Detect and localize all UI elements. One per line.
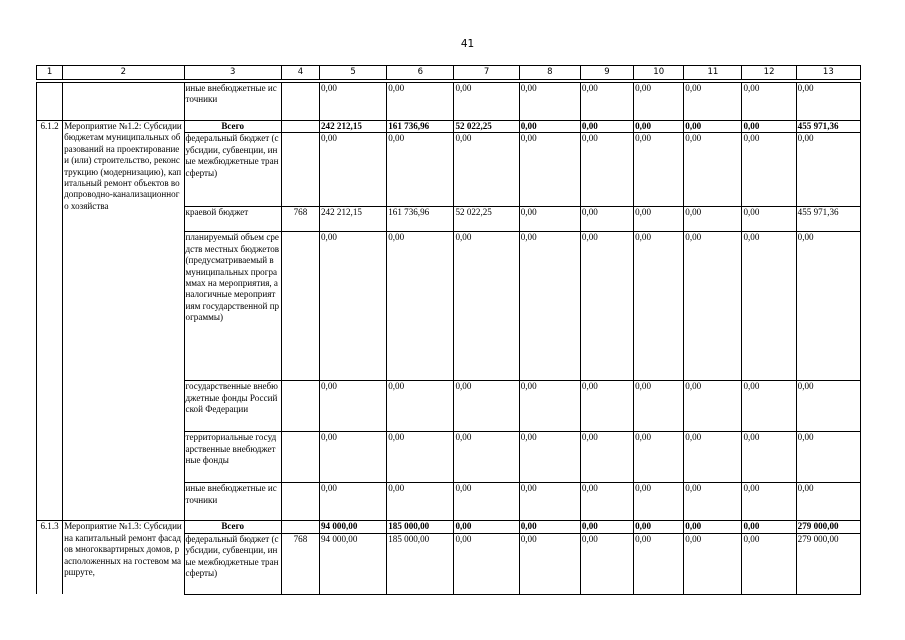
amount-cell: 0,00 — [454, 133, 519, 207]
column-header: 1 — [37, 66, 63, 80]
budget-code — [281, 381, 319, 432]
amount-cell: 0,00 — [519, 232, 580, 381]
amount-cell: 0,00 — [634, 121, 684, 133]
amount-cell: 0,00 — [796, 133, 860, 207]
amount-cell: 0,00 — [634, 133, 684, 207]
table-row — [37, 121, 861, 133]
amount-cell: 0,00 — [634, 533, 684, 594]
amount-cell: 0,00 — [580, 432, 633, 483]
amount-cell: 0,00 — [684, 83, 742, 121]
amount-cell: 455 971,36 — [796, 121, 860, 133]
amount-cell: 0,00 — [387, 232, 454, 381]
column-header: 4 — [281, 66, 319, 80]
amount-cell: 0,00 — [320, 133, 387, 207]
amount-cell: 0,00 — [684, 232, 742, 381]
amount-cell: 52 022,25 — [454, 207, 519, 232]
amount-cell: 0,00 — [320, 83, 387, 121]
column-header: 5 — [320, 66, 387, 80]
amount-cell: 279 000,00 — [796, 533, 860, 594]
amount-cell: 279 000,00 — [796, 521, 860, 533]
funding-source: краевой бюджет — [184, 207, 281, 232]
budget-code — [281, 432, 319, 483]
amount-cell: 0,00 — [684, 121, 742, 133]
amount-cell: 0,00 — [684, 133, 742, 207]
column-header: 11 — [684, 66, 742, 80]
measure-name — [63, 83, 184, 121]
column-header: 2 — [63, 66, 184, 80]
amount-cell: 0,00 — [742, 381, 796, 432]
funding-source: Всего — [184, 121, 281, 133]
amount-cell: 0,00 — [742, 83, 796, 121]
column-header: 6 — [387, 66, 454, 80]
amount-cell: 0,00 — [634, 232, 684, 381]
column-header: 3 — [184, 66, 281, 80]
amount-cell: 0,00 — [519, 432, 580, 483]
amount-cell: 0,00 — [634, 432, 684, 483]
amount-cell: 0,00 — [684, 483, 742, 521]
amount-cell: 0,00 — [519, 381, 580, 432]
measure-name: Мероприятие №1.3: Субсидии на капитальный ремонт фасадов многоквартирных домов, расположенных на гостевом маршруте, — [63, 521, 184, 594]
budget-code — [281, 121, 319, 133]
amount-cell: 0,00 — [580, 381, 633, 432]
budget-code — [281, 483, 319, 521]
budget-table — [36, 65, 861, 595]
amount-cell: 0,00 — [634, 83, 684, 121]
amount-cell: 0,00 — [519, 121, 580, 133]
amount-cell: 0,00 — [796, 432, 860, 483]
funding-source: Всего — [184, 521, 281, 533]
amount-cell: 0,00 — [320, 232, 387, 381]
funding-source: иные внебюджетные источники — [184, 483, 281, 521]
amount-cell: 0,00 — [519, 133, 580, 207]
amount-cell: 0,00 — [742, 133, 796, 207]
column-header: 7 — [454, 66, 519, 80]
budget-code — [281, 133, 319, 207]
amount-cell: 0,00 — [454, 483, 519, 521]
amount-cell: 94 000,00 — [320, 533, 387, 594]
funding-source: планируемый объем средств местных бюджетов (предусматриваемый в муниципальных программах на мероприятия, аналогичные мероприятиям государственной программы) — [184, 232, 281, 381]
amount-cell: 185 000,00 — [387, 521, 454, 533]
amount-cell: 0,00 — [742, 521, 796, 533]
funding-source: федеральный бюджет (субсидии, субвенции, иные межбюджетные трансферты) — [184, 133, 281, 207]
amount-cell: 0,00 — [684, 521, 742, 533]
amount-cell: 0,00 — [634, 483, 684, 521]
amount-cell: 0,00 — [684, 432, 742, 483]
amount-cell: 0,00 — [634, 207, 684, 232]
amount-cell: 0,00 — [519, 521, 580, 533]
column-header: 8 — [519, 66, 580, 80]
budget-code — [281, 232, 319, 381]
budget-code — [281, 521, 319, 533]
amount-cell: 161 736,96 — [387, 207, 454, 232]
amount-cell: 52 022,25 — [454, 121, 519, 133]
amount-cell: 0,00 — [580, 133, 633, 207]
amount-cell: 0,00 — [580, 207, 633, 232]
table-row — [37, 83, 861, 121]
amount-cell: 0,00 — [454, 381, 519, 432]
amount-cell: 161 736,96 — [387, 121, 454, 133]
amount-cell: 0,00 — [454, 232, 519, 381]
funding-source: федеральный бюджет (субсидии, субвенции, иные межбюджетные трансферты) — [184, 533, 281, 594]
column-header: 13 — [796, 66, 860, 80]
amount-cell: 0,00 — [387, 381, 454, 432]
measure-number: 6.1.2 — [37, 121, 63, 521]
amount-cell: 0,00 — [742, 207, 796, 232]
amount-cell: 0,00 — [742, 121, 796, 133]
amount-cell: 455 971,36 — [796, 207, 860, 232]
amount-cell: 185 000,00 — [387, 533, 454, 594]
amount-cell: 0,00 — [580, 483, 633, 521]
amount-cell: 0,00 — [454, 533, 519, 594]
amount-cell: 0,00 — [320, 381, 387, 432]
amount-cell: 242 212,15 — [320, 121, 387, 133]
amount-cell: 0,00 — [320, 432, 387, 483]
amount-cell: 0,00 — [580, 232, 633, 381]
amount-cell: 0,00 — [580, 521, 633, 533]
amount-cell: 0,00 — [796, 483, 860, 521]
budget-code — [281, 83, 319, 121]
amount-cell: 0,00 — [387, 83, 454, 121]
amount-cell: 0,00 — [684, 207, 742, 232]
amount-cell: 242 212,15 — [320, 207, 387, 232]
amount-cell: 0,00 — [684, 533, 742, 594]
amount-cell: 0,00 — [454, 521, 519, 533]
budget-code: 768 — [281, 533, 319, 594]
column-header: 10 — [634, 66, 684, 80]
column-header: 9 — [580, 66, 633, 80]
amount-cell: 0,00 — [519, 533, 580, 594]
amount-cell: 0,00 — [580, 533, 633, 594]
amount-cell: 0,00 — [387, 432, 454, 483]
amount-cell: 0,00 — [634, 521, 684, 533]
measure-number: 6.1.3 — [37, 521, 63, 594]
amount-cell: 0,00 — [387, 133, 454, 207]
funding-source: иные внебюджетные источники — [184, 83, 281, 121]
amount-cell: 0,00 — [742, 533, 796, 594]
budget-code: 768 — [281, 207, 319, 232]
funding-source: государственные внебюджетные фонды Российской Федерации — [184, 381, 281, 432]
amount-cell: 0,00 — [796, 83, 860, 121]
amount-cell: 0,00 — [796, 232, 860, 381]
amount-cell: 0,00 — [742, 432, 796, 483]
amount-cell: 94 000,00 — [320, 521, 387, 533]
amount-cell: 0,00 — [454, 83, 519, 121]
measure-name: Мероприятие №1.2: Субсидии бюджетам муниципальных образований на проектирование и (или) строительство, реконструкцию (модернизацию), капитальный ремонт объектов водопроводно-канализационного хозяйства — [63, 121, 184, 521]
column-header: 12 — [742, 66, 796, 80]
amount-cell: 0,00 — [580, 121, 633, 133]
amount-cell: 0,00 — [580, 83, 633, 121]
amount-cell: 0,00 — [454, 432, 519, 483]
measure-number — [37, 83, 63, 121]
amount-cell: 0,00 — [742, 483, 796, 521]
amount-cell: 0,00 — [320, 483, 387, 521]
amount-cell: 0,00 — [519, 483, 580, 521]
amount-cell: 0,00 — [519, 83, 580, 121]
amount-cell: 0,00 — [634, 381, 684, 432]
amount-cell: 0,00 — [387, 483, 454, 521]
table-row — [37, 521, 861, 533]
funding-source: территориальные государственные внебюджетные фонды — [184, 432, 281, 483]
page-number: 41 — [460, 38, 475, 50]
amount-cell: 0,00 — [742, 232, 796, 381]
column-header-row — [37, 66, 861, 80]
amount-cell: 0,00 — [519, 207, 580, 232]
amount-cell: 0,00 — [684, 381, 742, 432]
amount-cell: 0,00 — [796, 381, 860, 432]
